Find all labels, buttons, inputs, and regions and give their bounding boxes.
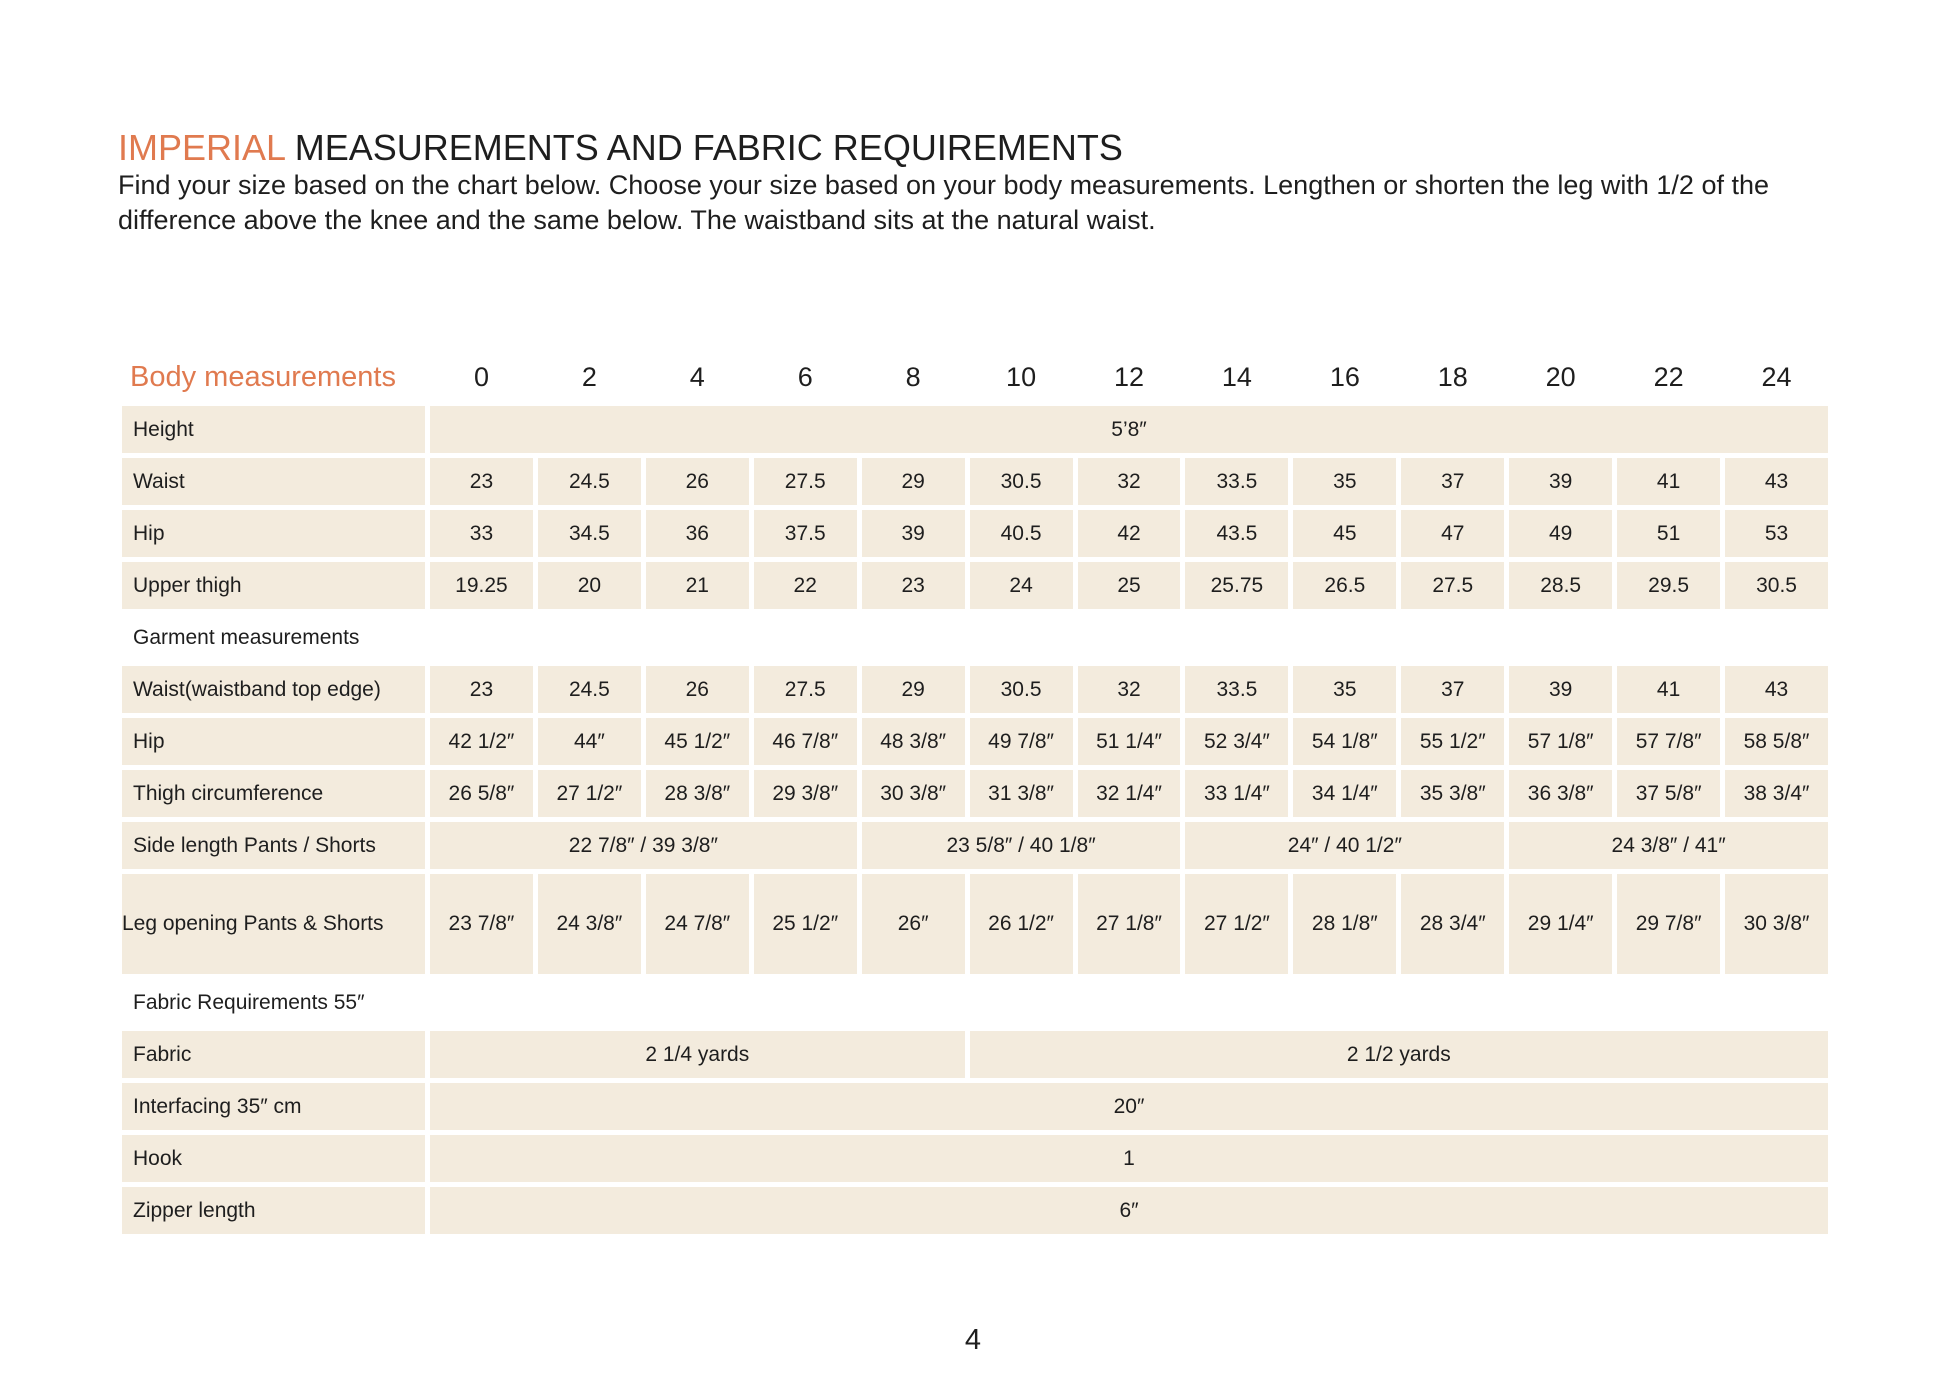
fabric-section-row	[122, 979, 1828, 1026]
value-cell: 20	[538, 562, 641, 609]
value-cell: 40.5	[970, 510, 1073, 557]
value-cell: 37	[1401, 666, 1504, 713]
value-cell: 26 5/8″	[430, 770, 533, 817]
fabric-row	[122, 1031, 1828, 1078]
row-label: Hip	[122, 510, 425, 557]
value-cell: 29 3/8″	[754, 770, 857, 817]
value-cell: 44″	[538, 718, 641, 765]
value-cell: 32 1/4″	[1078, 770, 1181, 817]
value-cell: 26	[646, 666, 749, 713]
size-table	[117, 348, 1833, 1239]
value-cell: 23	[862, 562, 965, 609]
value-cell: 2 1/2 yards	[970, 1031, 1828, 1078]
value-cell: 41	[1617, 458, 1720, 505]
value-cell: 24	[970, 562, 1073, 609]
value-cell: 5’8″	[430, 406, 1828, 453]
section-heading: Garment measurements	[133, 625, 360, 649]
upper-thigh-row	[122, 562, 1828, 609]
size-header-cell: 4	[689, 361, 705, 392]
value-cell: 55 1/2″	[1401, 718, 1504, 765]
row-label: Hook	[122, 1135, 425, 1182]
value-cell: 57 7/8″	[1617, 718, 1720, 765]
value-cell: 26 1/2″	[970, 874, 1073, 974]
value-cell: 29	[862, 458, 965, 505]
size-header-cell: 20	[1545, 361, 1576, 392]
title-accent: IMPERIAL	[118, 127, 285, 168]
value-cell: 39	[1509, 666, 1612, 713]
row-label: Interfacing 35″ cm	[122, 1083, 425, 1130]
value-cell: 43	[1725, 666, 1828, 713]
title-rest: MEASUREMENTS AND FABRIC REQUIREMENTS	[284, 127, 1123, 168]
value-cell: 20″	[430, 1083, 1828, 1130]
value-cell: 54 1/8″	[1293, 718, 1396, 765]
value-cell: 51	[1617, 510, 1720, 557]
value-cell: 6″	[430, 1187, 1828, 1234]
value-cell: 29 1/4″	[1509, 874, 1612, 974]
row-label: Upper thigh	[122, 562, 425, 609]
value-cell: 26″	[862, 874, 965, 974]
size-header-cell: 22	[1653, 361, 1684, 392]
value-cell: 24 3/8″	[538, 874, 641, 974]
row-label: Side length Pants / Shorts	[122, 822, 425, 869]
value-cell: 19.25	[430, 562, 533, 609]
value-cell: 22	[754, 562, 857, 609]
row-label: Fabric	[122, 1031, 425, 1078]
value-cell: 42	[1078, 510, 1181, 557]
value-cell: 27.5	[754, 458, 857, 505]
value-cell: 28 1/8″	[1293, 874, 1396, 974]
value-cell: 27 1/2″	[1185, 874, 1288, 974]
size-header-cell: 12	[1113, 361, 1145, 392]
zipper-length-row	[122, 1187, 1828, 1234]
size-header-cell: 10	[1006, 361, 1037, 392]
value-cell: 49 7/8″	[970, 718, 1073, 765]
value-cell: 31 3/8″	[970, 770, 1073, 817]
value-cell: 2 1/4 yards	[430, 1031, 965, 1078]
value-cell: 26.5	[1293, 562, 1396, 609]
value-cell: 23	[430, 458, 533, 505]
value-cell: 37.5	[754, 510, 857, 557]
value-cell: 46 7/8″	[754, 718, 857, 765]
value-cell: 36	[646, 510, 749, 557]
value-cell: 24.5	[538, 666, 641, 713]
value-cell: 43.5	[1185, 510, 1288, 557]
value-cell: 51 1/4″	[1078, 718, 1181, 765]
value-cell: 37	[1401, 458, 1504, 505]
size-header-cell: 14	[1221, 361, 1252, 392]
value-cell: 26	[646, 458, 749, 505]
size-header-cell: 16	[1329, 361, 1360, 392]
value-cell: 34.5	[538, 510, 641, 557]
value-cell: 23 7/8″	[430, 874, 533, 974]
row-label: Waist	[122, 458, 425, 505]
value-cell: 58 5/8″	[1725, 718, 1828, 765]
value-cell: 34 1/4″	[1293, 770, 1396, 817]
row-label: Waist(waistband top edge)	[122, 666, 425, 713]
interfacing-row	[122, 1083, 1828, 1130]
value-cell: 43	[1725, 458, 1828, 505]
value-cell: 39	[1509, 458, 1612, 505]
value-cell: 47	[1401, 510, 1504, 557]
hip-row	[122, 510, 1828, 557]
value-cell: 30 3/8″	[862, 770, 965, 817]
value-cell: 33.5	[1185, 666, 1288, 713]
value-cell: 29	[862, 666, 965, 713]
value-cell: 30.5	[1725, 562, 1828, 609]
value-cell: 27 1/2″	[538, 770, 641, 817]
size-header-cell: 8	[905, 361, 921, 392]
value-cell: 36 3/8″	[1509, 770, 1612, 817]
value-cell: 27.5	[754, 666, 857, 713]
hook-row	[122, 1135, 1828, 1182]
value-cell: 33 1/4″	[1185, 770, 1288, 817]
value-cell: 42 1/2″	[430, 718, 533, 765]
garment-waist-row	[122, 666, 1828, 713]
value-cell: 24.5	[538, 458, 641, 505]
size-chart	[122, 348, 1838, 1239]
size-header-cell: 24	[1761, 361, 1792, 392]
value-cell: 23 5/8″ / 40 1/8″	[862, 822, 1181, 869]
size-header-cell: 0	[473, 361, 489, 392]
value-cell: 52 3/4″	[1185, 718, 1288, 765]
value-cell: 35	[1293, 666, 1396, 713]
value-cell: 27.5	[1401, 562, 1504, 609]
height-row	[122, 406, 1828, 453]
value-cell: 32	[1078, 458, 1181, 505]
value-cell: 32	[1078, 666, 1181, 713]
value-cell: 35	[1293, 458, 1396, 505]
value-cell: 30 3/8″	[1725, 874, 1828, 974]
size-header-row	[122, 353, 1828, 401]
row-label: Height	[122, 406, 425, 453]
garment-section-row	[122, 614, 1828, 661]
row-label: Hip	[122, 718, 425, 765]
value-cell: 53	[1725, 510, 1828, 557]
value-cell: 33.5	[1185, 458, 1288, 505]
size-header-cell: 2	[581, 361, 597, 392]
value-cell: 25 1/2″	[754, 874, 857, 974]
value-cell: 28 3/8″	[646, 770, 749, 817]
value-cell: 29.5	[1617, 562, 1720, 609]
value-cell: 25.75	[1185, 562, 1288, 609]
value-cell: 37 5/8″	[1617, 770, 1720, 817]
size-header-cell: 6	[797, 361, 813, 392]
value-cell: 48 3/8″	[862, 718, 965, 765]
page-number: 4	[964, 1324, 982, 1356]
page-title	[118, 126, 1123, 170]
value-cell: 35 3/8″	[1401, 770, 1504, 817]
value-cell: 41	[1617, 666, 1720, 713]
value-cell: 33	[430, 510, 533, 557]
side-length-row	[122, 822, 1828, 869]
garment-hip-row	[122, 718, 1828, 765]
body-measurements-heading: Body measurements	[130, 360, 396, 393]
size-header-cell: 18	[1437, 361, 1468, 392]
value-cell: 22 7/8″ / 39 3/8″	[430, 822, 857, 869]
section-heading: Fabric Requirements 55″	[133, 990, 365, 1014]
value-cell: 38 3/4″	[1725, 770, 1828, 817]
row-label: Leg opening Pants & Shorts	[122, 874, 425, 974]
value-cell: 24 3/8″ / 41″	[1509, 822, 1828, 869]
value-cell: 29 7/8″	[1617, 874, 1720, 974]
value-cell: 39	[862, 510, 965, 557]
value-cell: 45 1/2″	[646, 718, 749, 765]
value-cell: 30.5	[970, 458, 1073, 505]
value-cell: 49	[1509, 510, 1612, 557]
value-cell: 27 1/8″	[1078, 874, 1181, 974]
value-cell: 25	[1078, 562, 1181, 609]
value-cell: 24 7/8″	[646, 874, 749, 974]
thigh-circumference-row	[122, 770, 1828, 817]
intro-text: Find your size based on the chart below. Choose your size based on your body measurements. Lengthen or shorten the leg with 1/2 of the difference above the knee and the same below. The waistband sits at the natural waist.	[118, 170, 1769, 235]
row-label: Zipper length	[122, 1187, 425, 1234]
value-cell: 21	[646, 562, 749, 609]
value-cell: 28.5	[1509, 562, 1612, 609]
waist-row	[122, 458, 1828, 505]
leg-opening-row	[122, 874, 1828, 974]
value-cell: 30.5	[970, 666, 1073, 713]
row-label: Thigh circumference	[122, 770, 425, 817]
value-cell: 57 1/8″	[1509, 718, 1612, 765]
value-cell: 1	[430, 1135, 1828, 1182]
value-cell: 45	[1293, 510, 1396, 557]
value-cell: 23	[430, 666, 533, 713]
value-cell: 28 3/4″	[1401, 874, 1504, 974]
value-cell: 24″ / 40 1/2″	[1185, 822, 1504, 869]
